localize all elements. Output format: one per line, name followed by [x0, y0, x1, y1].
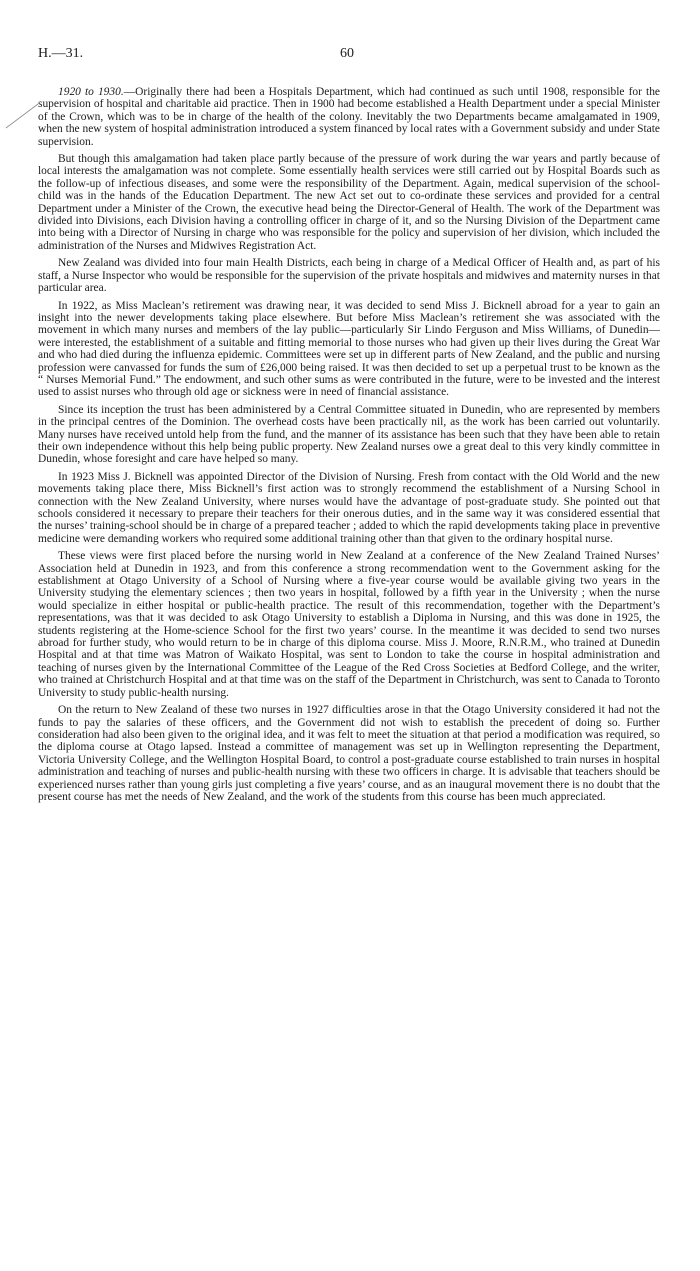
document-reference: H.—31.	[38, 46, 84, 61]
paragraph: Since its inception the trust has been administered by a Central Committee situated in Dunedin, who are represented by members in the principal centres of the Dominion. The overhead costs have been practically nil, as the work has been carried out voluntarily. Many nurses have received untold help from the fund, and the manner of its assistance has been such that they have been able to retain their own independence without this help being public property. New Zealand nurses owe a great deal to this very kindly committee in Dunedin, whose foresight and care have helped so many.	[38, 403, 660, 466]
paragraph: In 1923 Miss J. Bicknell was appointed Director of the Division of Nursing. Fresh from contact with the Old World and the new movements taking place there, Miss Bicknell’s first action was to strongly recommend the establishment of a Nursing School in connection with the New Zealand University, where nurses would have the advantage of post-graduate study. She pointed out that schools considered it necessary to prepare their teachers for their onerous duties, and in the same way it was considered essential that the nurses’ training-school should be in charge of a prepared teacher ; added to which the rapid developments taking place in preventive medicine were demanding workers who required some additional training other than that given to the ordinary hospital nurse.	[38, 470, 660, 545]
paragraph: New Zealand was divided into four main Health Districts, each being in charge of a Medical Officer of Health and, as part of his staff, a Nurse Inspector who would be responsible for the supervision of the private hospitals and midwives and maternity nurses in that particular area.	[38, 257, 660, 295]
page-number: 60	[340, 46, 354, 61]
paragraph: On the return to New Zealand of these two nurses in 1927 difficulties arose in that the Otago University considered it had not the funds to pay the salaries of these officers, and the Government did not wish to establish the precedent of doing so. Further consideration had also been given to the original idea, and it was felt to meet the situation at that period a modification was required, so the diploma course at Otago lapsed. Instead a committee of management was set up in Wellington representing the Department, Victoria University College, and the Wellington Hospital Board, to control a post-graduate course established to train nurses in hospital administration and teaching of nurses and public-health nursing with these two officers in charge. It is advisable that teachers should be experienced nurses rather than young girls just completing a five years’ course, and as an inaugural movement there is no doubt that the present course has met the needs of New Zealand, and the work of the students from this course has been much appreciated.	[38, 704, 660, 803]
paragraph: These views were first placed before the nursing world in New Zealand at a conference of the New Zealand Trained Nurses’ Association held at Dunedin in 1923, and from this conference a strong recommendation went to the Government asking for the establishment at Otago University of a School of Nursing where a five-year course would be available giving two years in the University studying the elementary sciences ; then two years in hospital, followed by a fifth year in the University ; when the nurse would specialize in either hospital or public-health practice. The result of this recommendation, together with the Department’s representations, was that it was decided to ask Otago University to establish a Diploma in Nursing, and this was done in 1925, the students registering at the Home-science School for the first two years’ course. In the meantime it was decided to send two nurses abroad for further study, who would return to be in charge of this diploma course. Miss J. Moore, R.N.R.M., who trained at Dunedin Hospital and at that time was Matron of Waikato Hospital, was sent to London to take the course in hospital administration and teaching of nurses given by the International Committee of the League of the Red Cross Societies at Bedford College, and the writer, who trained at Christchurch Hospital and at that time was on the staff of the Department in Christchurch, was sent to Canada to Toronto University to study public-health nursing.	[38, 550, 660, 699]
document-page	[38, 0, 660, 808]
period-heading: 1920 to 1930.	[58, 86, 124, 98]
pencil-margin-mark	[4, 98, 40, 134]
paragraph: But though this amalgamation had taken place partly because of the pressure of work during the war years and partly because of local interests the amalgamation was not complete. Some essentially health services were still carried out by Hospital Boards such as the follow-up of infectious diseases, and some were the responsibility of the Department. Again, medical supervision of the school-child was in the hands of the Education Department. The new Act set out to co-ordinate these services and provided for a central Department under a Minister of the Crown, the executive head being the Director-General of Health. The work of the Department was divided into Divisions, each Division having a controlling officer in charge of it, and so the Nursing Division of the Department came into being with a Director of Nursing in charge who was responsible for the policy and supervision of her division, which included the administration of the Nurses and Midwives Registration Act.	[38, 153, 660, 252]
body-text	[38, 86, 660, 803]
paragraph	[38, 86, 660, 148]
paragraph: In 1922, as Miss Maclean’s retirement was drawing near, it was decided to send Miss J. Bicknell abroad for a year to gain an insight into the newer developments taking place elsewhere. But before Miss Maclean’s retirement she was associated with the movement in which many nurses and members of the lay public—particularly Sir Lindo Ferguson and Miss Williams, of Dunedin—were interested, the establishment of a suitable and fitting memorial to those nurses who had given up their lives during the Great War and who had died during the influenza epidemic. Committees were set up in different parts of New Zealand, and the public and nursing profession were canvassed for funds the sum of £26,000 being raised. It was then decided to set up a perpetual trust to be known as the “ Nurses Memorial Fund.” The endowment, and such other sums as were contributed in the future, were to be invested and the interest used to assist nurses who through old age or sickness were in need of financial assistance.	[38, 299, 660, 399]
page-header	[38, 46, 660, 80]
paragraph-text: —Originally there had been a Hospitals Department, which had continued as such until 1908, responsible for the supervision of hospital and charitable aid practice. Then in 1900 had become established a Health Department under a special Minister of the Crown, which was to be in charge of the health of the colony. Inevitably the two Departments became amalgamated in 1909, when the new system of hospital administration introduced a system financed by local rates with a Government subsidy and under State supervision.	[38, 86, 660, 148]
